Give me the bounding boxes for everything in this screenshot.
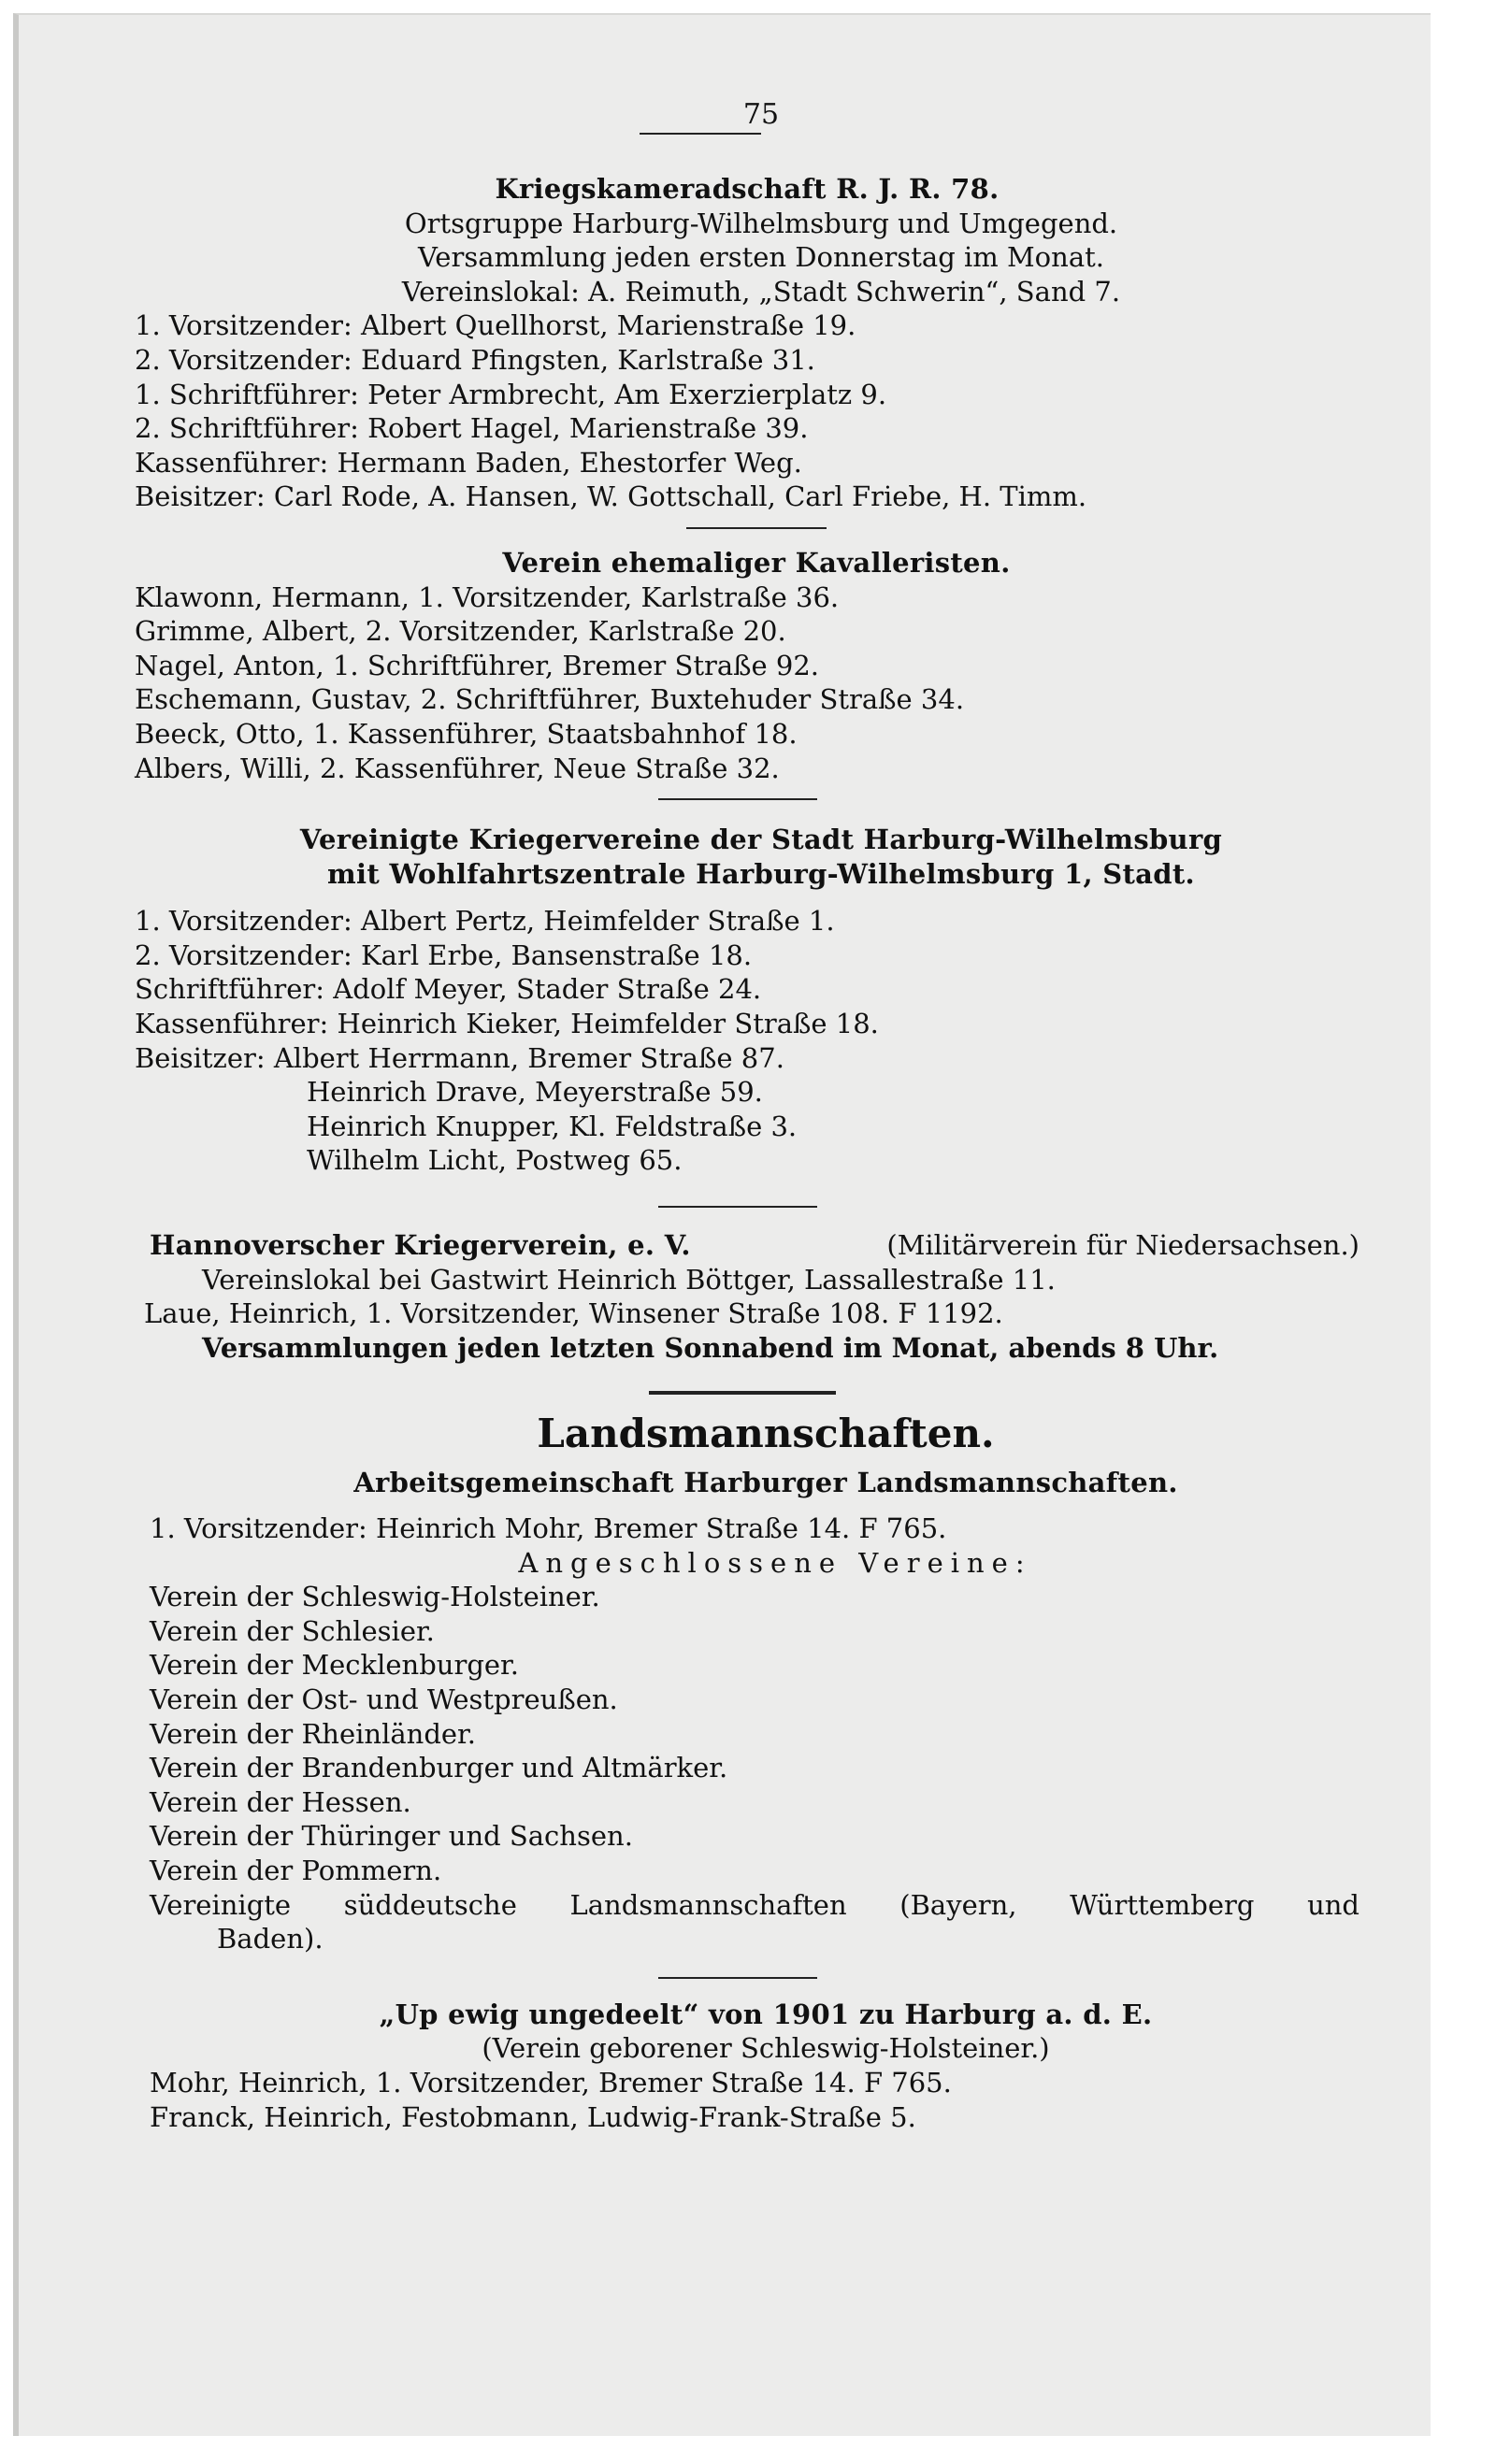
document-page (13, 13, 1431, 2436)
section-subtitle: (Verein geborener Schleswig-Holsteiner.) (482, 2032, 1050, 2065)
list-item: Vereinigte süddeutsche Landsmannschaften (Bayern, Württemberg und (150, 1888, 1359, 1921)
list-item: Verein der Thüringer und Sachsen. (150, 1820, 633, 1853)
section-title: Arbeitsgemeinschaft Harburger Landsmannschaften. (353, 1467, 1178, 1499)
list-item: Verein der Mecklenburger. (150, 1649, 519, 1682)
entry-line: Heinrich Knupper, Kl. Feldstraße 3. (307, 1110, 798, 1142)
entry-line: Klawonn, Hermann, 1. Vorsitzender, Karlstraße 36. (135, 580, 840, 613)
entry-line: 2. Vorsitzender: Karl Erbe, Bansenstraße 18. (135, 938, 753, 971)
entry-line: 2. Schriftführer: Robert Hagel, Marienstraße 39. (135, 412, 809, 445)
section-heading: Landsmannschaften. (537, 1411, 995, 1457)
entry-line: Beeck, Otto, 1. Kassenführer, Staatsbahnhof 18. (135, 717, 798, 750)
section-title: Kriegskameradschaft R. J. R. 78. (495, 173, 1000, 205)
list-item: Verein der Schlesier. (150, 1614, 435, 1647)
divider (640, 133, 761, 135)
entry-line: Kassenführer: Hermann Baden, Ehestorfer Weg. (135, 446, 802, 479)
entry-line: Wilhelm Licht, Postweg 65. (307, 1144, 683, 1177)
entry-line: Beisitzer: Carl Rode, A. Hansen, W. Gottschall, Carl Friebe, H. Timm. (135, 480, 1087, 513)
divider (649, 1391, 836, 1395)
entry-line: 1. Schriftführer: Peter Armbrecht, Am Exerzierplatz 9. (135, 378, 887, 410)
entry-line: 1. Vorsitzender: Albert Quellhorst, Marienstraße 19. (135, 309, 856, 342)
section-title: mit Wohlfahrtszentrale Harburg-Wilhelmsburg 1, Stadt. (327, 857, 1195, 890)
section-title: Hannoverscher Kriegerverein, e. V. (150, 1229, 691, 1262)
list-item: Verein der Ost- und Westpreußen. (150, 1683, 618, 1715)
divider (658, 1977, 817, 1979)
section-title-row (135, 1228, 1359, 1263)
list-item: Verein der Schleswig-Holsteiner. (150, 1581, 600, 1613)
page-number: 75 (742, 98, 780, 131)
entry-line: 1. Vorsitzender: Heinrich Mohr, Bremer Straße 14. F 765. (150, 1512, 947, 1544)
section-line: Versammlung jeden ersten Donnerstag im Monat. (418, 241, 1104, 274)
entry-line: Franck, Heinrich, Festobmann, Ludwig-Frank-Straße 5. (150, 2100, 916, 2133)
entry-line: Beisitzer: Albert Herrmann, Bremer Straße 87. (135, 1041, 784, 1074)
entry-line: Nagel, Anton, 1. Schriftführer, Bremer Straße 92. (135, 649, 819, 681)
entry-line: 2. Vorsitzender: Eduard Pfingsten, Karlstraße 31. (135, 343, 815, 376)
entry-line: 1. Vorsitzender: Albert Pertz, Heimfelder Straße 1. (135, 905, 835, 938)
divider (658, 798, 817, 800)
entry-line: Eschemann, Gustav, 2. Schriftführer, Buxtehuder Straße 34. (135, 683, 965, 716)
entry-line: Albers, Willi, 2. Kassenführer, Neue Straße 32. (135, 752, 780, 784)
list-item: Verein der Pommern. (150, 1854, 442, 1886)
section-title: „Up ewig ungedeelt“ von 1901 zu Harburg a. d. E. (379, 1998, 1153, 2030)
divider (686, 527, 827, 529)
entry-line: Grimme, Albert, 2. Vorsitzender, Karlstraße 20. (135, 615, 786, 648)
entry-line: Heinrich Drave, Meyerstraße 59. (307, 1076, 763, 1109)
divider (658, 1206, 817, 1208)
list-item: Verein der Brandenburger und Altmärker. (150, 1752, 728, 1784)
entry-line: Laue, Heinrich, 1. Vorsitzender, Winsener Straße 108. F 1192. (144, 1297, 1003, 1330)
section-title: Vereinigte Kriegervereine der Stadt Harburg-Wilhelmsburg (299, 824, 1223, 856)
section-title: Verein ehemaliger Kavalleristen. (502, 546, 1011, 579)
section-line: Vereinslokal bei Gastwirt Heinrich Böttger, Lassallestraße 11. (202, 1263, 1056, 1296)
page-content (135, 97, 1359, 2134)
entry-line: Schriftführer: Adolf Meyer, Stader Straße 24. (135, 973, 762, 1006)
list-item: Verein der Hessen. (150, 1785, 411, 1818)
section-line: Versammlungen jeden letzten Sonnabend im Monat, abends 8 Uhr. (202, 1331, 1219, 1364)
section-line: Ortsgruppe Harburg-Wilhelmsburg und Umgegend. (404, 207, 1118, 239)
section-line: Vereinslokal: A. Reimuth, „Stadt Schwerin“, Sand 7. (401, 275, 1121, 308)
section-subtitle: (Militärverein für Niedersachsen.) (886, 1229, 1359, 1262)
section-label: Angeschlossene Vereine: (518, 1546, 1032, 1579)
entry-line: Mohr, Heinrich, 1. Vorsitzender, Bremer Straße 14. F 765. (150, 2066, 952, 2099)
list-item: Verein der Rheinländer. (150, 1717, 476, 1750)
list-item-continuation: Baden). (217, 1923, 324, 1955)
entry-line: Kassenführer: Heinrich Kieker, Heimfelder Straße 18. (135, 1008, 879, 1040)
